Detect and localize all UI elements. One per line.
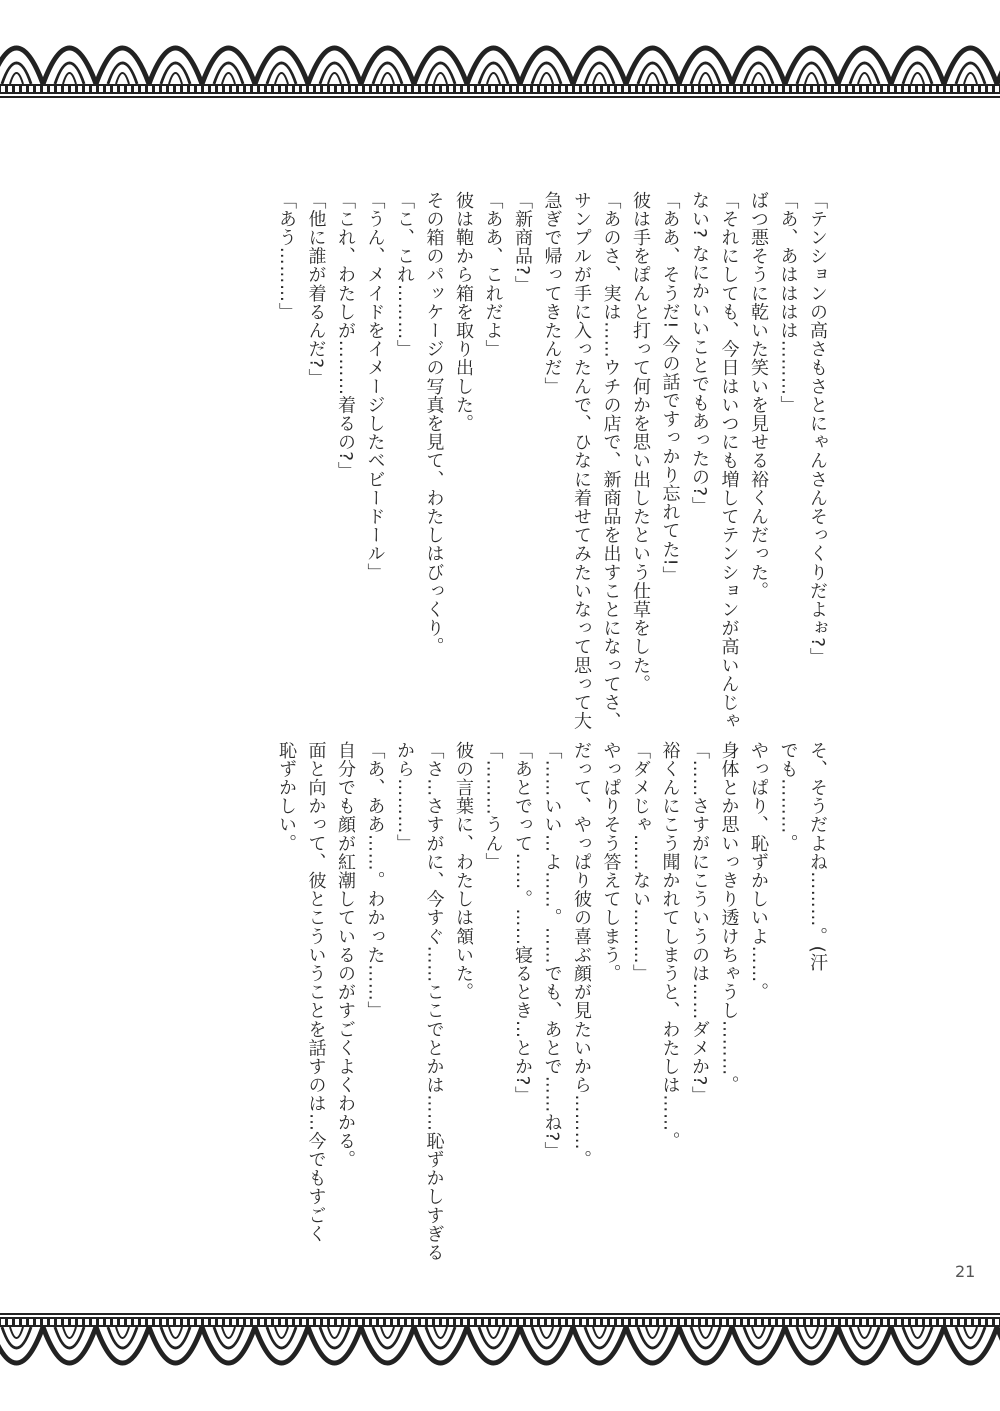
text-line: 彼は手をぽんと打って何かを思い出したという仕草をした。 [630,191,651,694]
text-line: サンプルが手に入ったんで、ひなに着せてみたいなって思って大 [571,191,592,731]
text-line: ばつ悪そうに乾いた笑いを見せる裕くんだった。 [748,191,769,601]
text-line: でも………。 [777,741,799,853]
text-line: 「……いい…よ……。……でも、あとで……ね?」 [541,741,563,1161]
text-line: 「……さすがにこういうのは……ダメか?」 [689,741,710,1105]
text-line: から………」 [394,741,415,853]
text-line: 自分でも顔が紅潮しているのがすごくよくわかる。 [335,741,356,1169]
page-number: 21 [955,1262,976,1281]
text-line: やっぱりそう答えてしまう。 [600,741,622,983]
text-line: 「ダメじゃ……ない………」 [630,741,651,983]
upper-text-block [272,191,833,731]
text-line: 「他に誰が着るんだ?」 [305,191,327,388]
text-line: 「テンションの高さもさとにゃんさんそっくりだよぉ?」 [807,191,828,667]
text-line: 「うん、メイドをイメージしたベビードール」 [364,191,386,582]
text-line: その箱のパッケージの写真を見て、わたしはびっくり。 [423,191,445,656]
text-line: 彼の言葉に、わたしは頷いた。 [453,741,474,1002]
lower-text-block [272,741,833,1306]
text-line: 「これ、わたしが………着るの?」 [335,191,356,481]
text-line: 「さ…さすがに、今すぐ……ここでとかは……恥ずかしすぎる [423,741,445,1262]
text-line: 「………うん」 [482,741,504,872]
text-line: だって、やっぱり彼の喜ぶ顔が見たいから………。 [571,741,592,1169]
text-line: 「ああ、これだよ」 [482,191,504,359]
text-line: 「あ、ああ……。わかった……」 [364,741,386,1020]
text-line: 彼は鞄から箱を取り出した。 [453,191,474,433]
text-line: 「それにしても、今日はいつにも増してテンションが高いんじゃ [718,191,740,731]
text-line: ない? なにかいいことでもあったの?」 [689,191,710,516]
text-line: 「あう………」 [276,191,297,322]
lace-border-top [0,0,1000,105]
text-line: 急ぎで帰ってきたんだ」 [541,191,563,396]
text-line: 「こ、これ………」 [394,191,415,359]
text-line: 裕くんにこう聞かれてしまうと、わたしは……。 [659,741,681,1151]
text-line: 「あ、あはははは………」 [777,191,799,415]
text-line: 恥ずかしい。 [276,741,297,853]
text-line: 面と向かって、彼とこういうことを話すのは…今でもすごく [305,741,327,1244]
text-line: 「ああ、そうだ! 今の話ですっかり忘れてた!」 [659,191,681,585]
lace-border-bottom [0,1306,1000,1411]
text-line: 身体とか思いっきり透けちゃうし………。 [718,741,740,1095]
text-line: やっぱり、恥ずかしいよ……。 [748,741,769,1002]
text-line: 「新商品?」 [512,191,533,295]
text-line: 「あのさ、実は……ウチの店で、新商品を出すことになってさ、 [600,191,622,731]
text-line: そ、そうだよね………。(汗 [807,741,828,972]
text-line: 「あとでって……。……寝るとき…とか?」 [512,741,533,1105]
